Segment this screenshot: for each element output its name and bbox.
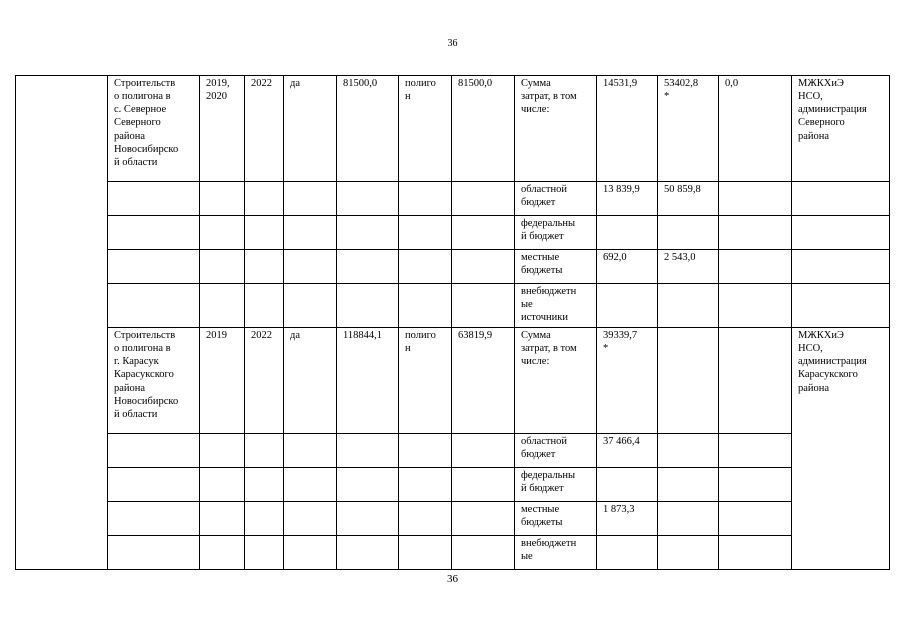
value-cell: 63819,9 <box>452 328 515 434</box>
amount-cell <box>658 216 719 250</box>
amount-cell: 13 839,9 <box>597 182 658 216</box>
amount-cell: 0,0 <box>719 76 792 182</box>
budget-label-cell: местные бюджеты <box>515 502 597 536</box>
budget-label-cell: Сумма затрат, в том числе: <box>515 328 597 434</box>
table-row <box>16 536 890 570</box>
amount-cell: 39339,7 * <box>597 328 658 434</box>
budget-label-cell: внебюджетн ые <box>515 536 597 570</box>
end-year-cell: 2022 <box>245 76 284 182</box>
row-number-cell <box>16 76 108 570</box>
amount-cell <box>719 216 792 250</box>
budget-label-cell: местные бюджеты <box>515 250 597 284</box>
amount-cell <box>719 468 792 502</box>
page-number-top: 36 <box>447 38 458 49</box>
amount-cell <box>719 328 792 434</box>
table-row <box>16 284 890 328</box>
amount-cell <box>658 284 719 328</box>
table-row <box>16 182 890 216</box>
amount-cell: 2 543,0 <box>658 250 719 284</box>
table-row <box>16 76 890 182</box>
executor-cell: МЖКХиЭ НСО, администрация Северного района <box>792 76 890 182</box>
budget-label-cell: областной бюджет <box>515 434 597 468</box>
table-row <box>16 216 890 250</box>
object-name-cell: Строительств о полигона в с. Северное Северного района Новосибирско й области <box>108 76 200 182</box>
amount-cell: 692,0 <box>597 250 658 284</box>
amount-cell <box>658 468 719 502</box>
object-name-cell: Строительств о полигона в г. Карасук Карасукского района Новосибирско й области <box>108 328 200 434</box>
amount-cell <box>597 536 658 570</box>
table-row <box>16 250 890 284</box>
amount-cell <box>719 502 792 536</box>
amount-cell: 14531,9 <box>597 76 658 182</box>
amount-cell <box>597 284 658 328</box>
table-row <box>16 502 890 536</box>
flag-cell: да <box>284 76 337 182</box>
amount-cell <box>719 536 792 570</box>
value-cell: 81500,0 <box>452 76 515 182</box>
amount-cell <box>658 536 719 570</box>
amount-cell <box>597 216 658 250</box>
amount-cell: 37 466,4 <box>597 434 658 468</box>
table-row <box>16 468 890 502</box>
end-year-cell: 2022 <box>245 328 284 434</box>
amount-cell <box>719 182 792 216</box>
amount-cell: 1 873,3 <box>597 502 658 536</box>
budget-label-cell: федеральны й бюджет <box>515 216 597 250</box>
start-year-cell: 2019, 2020 <box>200 76 245 182</box>
table-row <box>16 328 890 434</box>
amount-cell <box>658 502 719 536</box>
budget-label-cell: внебюджетн ые источники <box>515 284 597 328</box>
amount-cell <box>658 328 719 434</box>
amount-cell <box>658 434 719 468</box>
amount-cell <box>597 468 658 502</box>
amount-cell: 50 859,8 <box>658 182 719 216</box>
investment-table <box>15 75 890 570</box>
flag-cell: да <box>284 328 337 434</box>
table-row <box>16 434 890 468</box>
page-number-bottom: 36 <box>447 573 458 585</box>
object-type-cell: полиго н <box>399 76 452 182</box>
amount-cell: 53402,8 * <box>658 76 719 182</box>
amount-cell <box>719 284 792 328</box>
cost-cell: 81500,0 <box>337 76 399 182</box>
object-type-cell: полиго н <box>399 328 452 434</box>
budget-label-cell: федеральны й бюджет <box>515 468 597 502</box>
budget-label-cell: областной бюджет <box>515 182 597 216</box>
start-year-cell: 2019 <box>200 328 245 434</box>
budget-label-cell: Сумма затрат, в том числе: <box>515 76 597 182</box>
amount-cell <box>719 434 792 468</box>
executor-cell: МЖКХиЭ НСО, администрация Карасукского района <box>792 328 890 570</box>
cost-cell: 118844,1 <box>337 328 399 434</box>
amount-cell <box>719 250 792 284</box>
